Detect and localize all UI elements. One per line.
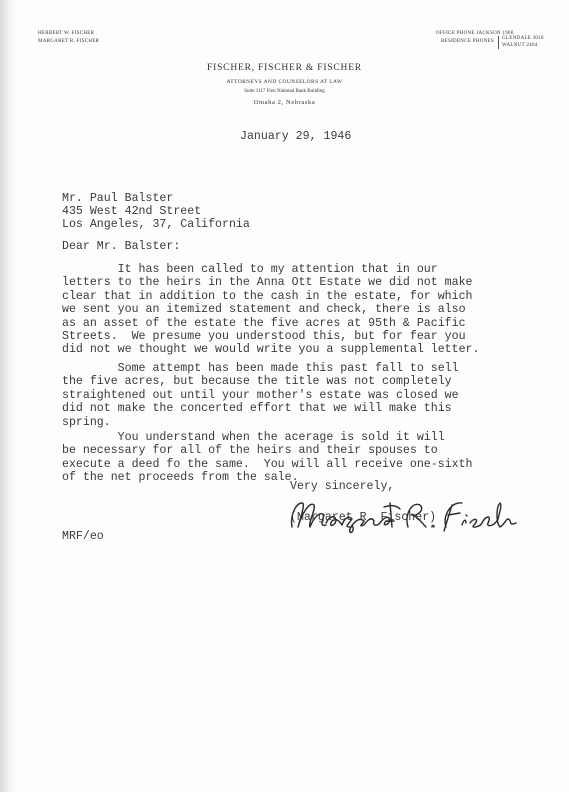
- firm-address: Suite 1117 First National Bank Building: [244, 89, 325, 94]
- paragraph-line: execute a deed fo the same. You will all receive one-sixth: [62, 457, 473, 471]
- paragraph-line: Some attempt has been made this past fall to sell: [62, 362, 459, 375]
- paragraph-line: letters to the heirs in the Anna Ott Estate we did not make: [62, 276, 473, 290]
- signature-text: [286, 497, 287, 498]
- phone-divider: [498, 36, 499, 49]
- paragraph-line: Streets. We presume you understood this, but for fear you: [62, 330, 466, 344]
- paragraph-line: spring.: [62, 415, 111, 429]
- letter-date: January 29, 1946: [240, 130, 352, 143]
- paragraph-line: of the net proceeds from the sale.: [62, 471, 299, 485]
- recipient-city: Los Angeles, 37, California: [62, 218, 250, 231]
- firm-subtitle: ATTORNEYS AND COUNSELORS AT LAW: [226, 79, 343, 85]
- office-phone: OFFICE PHONE JACKSON 1966: [436, 31, 514, 36]
- paragraph-line: clear that in addition to the cash in the estate, for which: [62, 289, 473, 303]
- closing: Very sincerely,: [290, 480, 395, 493]
- residence-phone-label: RESIDENCE PHONES: [441, 39, 494, 44]
- salutation: Dear Mr. Balster:: [62, 240, 181, 253]
- typist-initials: MRF/eo: [62, 530, 104, 543]
- residence-phone-2: WALNUT 2404: [502, 43, 538, 48]
- paragraph-1: [62, 263, 502, 357]
- paragraph-line: be necessary for all of the heirs and their spouses to: [62, 444, 438, 458]
- paragraph-line: You understand when the acerage is sold it will: [62, 431, 445, 444]
- paragraph-line: did not make the concerted effort that we will make this: [62, 402, 452, 416]
- letterhead-partner-1: HERBERT W. FISCHER: [38, 31, 95, 36]
- paragraph-line: straightened out until your mother's estate was closed we: [62, 388, 459, 402]
- paragraph-line: we sent you an itemized statement and check, there is also: [62, 303, 466, 317]
- paragraph-line: It has been called to my attention that in our: [62, 263, 438, 276]
- paragraph-3: [62, 431, 502, 485]
- residence-phone-1: GLENDALE 3018: [502, 36, 544, 41]
- firm-city: Omaha 2, Nebraska: [253, 99, 316, 106]
- firm-name: FISCHER, FISCHER & FISCHER: [207, 63, 362, 73]
- letterhead-partner-2: MARGARET R. FISCHER: [38, 39, 100, 44]
- signer-name: (Margaret R. Fischer): [290, 511, 437, 524]
- paragraph-2: [62, 362, 502, 429]
- recipient-name: Mr. Paul Balster: [62, 192, 174, 205]
- recipient-street: 435 West 42nd Street: [62, 205, 202, 218]
- paragraph-line: did not we thought we would write you a supplemental letter.: [62, 343, 480, 357]
- paragraph-line: as an asset of the estate the five acres at 95th & Pacific: [62, 316, 466, 330]
- paragraph-line: the five acres, but because the title was not completely: [62, 375, 452, 389]
